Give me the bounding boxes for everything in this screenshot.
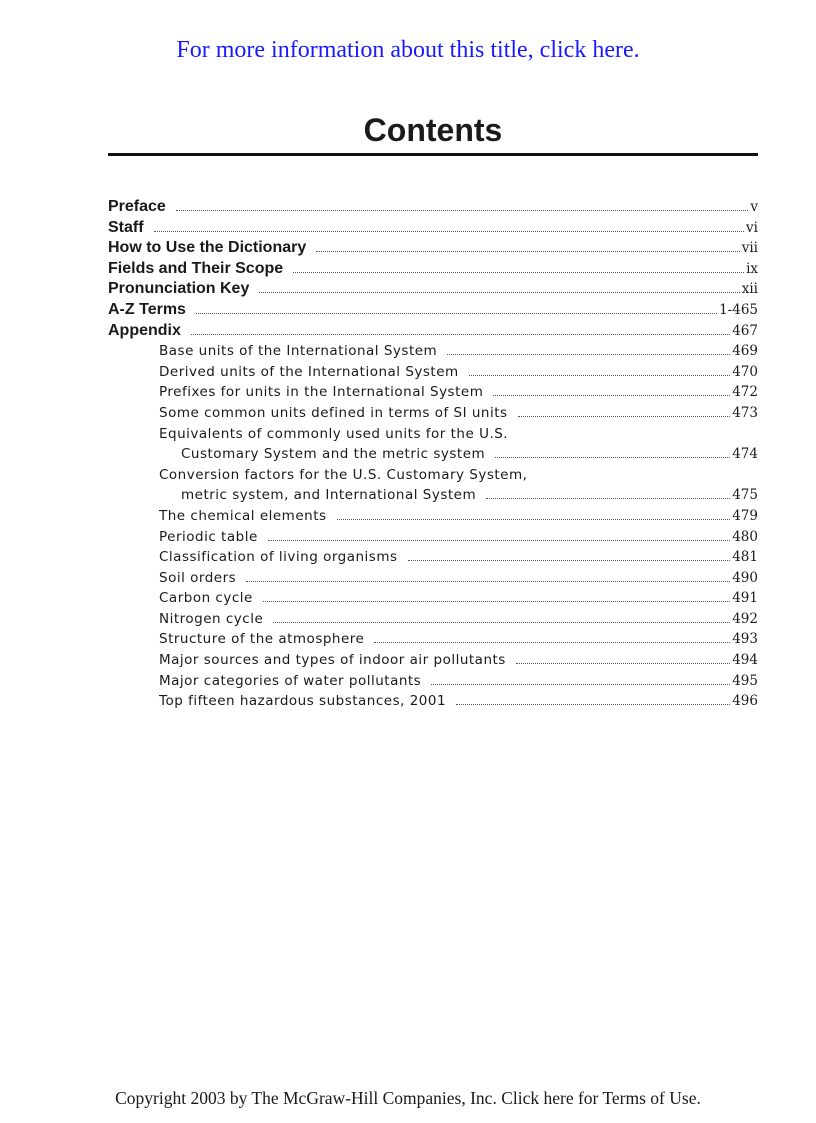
toc-subentry-common-units[interactable] [108, 403, 758, 424]
toc-subentry-page: 473 [732, 404, 758, 421]
toc-subentry-label: Periodic table [159, 528, 258, 545]
toc-subentry-label: Customary System and the metric system [181, 446, 486, 463]
dot-leader [337, 519, 731, 520]
toc-entry-label: Fields and Their Scope [108, 259, 284, 277]
toc-subentry-page: 494 [732, 652, 758, 669]
toc-subentry-classification[interactable] [108, 547, 758, 568]
toc-subentry-label: Structure of the atmosphere [159, 631, 365, 648]
toc-entry-label: How to Use the Dictionary [108, 239, 307, 257]
toc-subentry-label: Major categories of water pollutants [159, 672, 422, 689]
dot-leader [516, 663, 730, 664]
toc-subentry-page: 475 [732, 487, 758, 504]
toc-entry-page: ix [746, 260, 758, 277]
toc-subentry-label: Derived units of the International System [159, 363, 459, 380]
toc-subentry-water-pollutants[interactable] [108, 671, 758, 692]
dot-leader [431, 684, 730, 685]
toc-subentry-label: Carbon cycle [159, 590, 253, 607]
toc-subentry-periodic-table[interactable] [108, 527, 758, 548]
toc-subentry-conversion[interactable] [108, 485, 758, 506]
toc-subentry-label: Major sources and types of indoor air pollutants [159, 652, 506, 669]
toc-entry-page: xii [741, 281, 758, 298]
toc-entry-preface[interactable] [108, 197, 758, 218]
toc-subentry-equivalents[interactable] [108, 444, 758, 465]
toc-subentry-label: Soil orders [159, 569, 237, 586]
toc-entry-az-terms[interactable] [108, 300, 758, 321]
dot-leader [268, 540, 730, 541]
toc-subentry-label: Classification of living organisms [159, 549, 398, 566]
toc-subentry-page: 481 [732, 549, 758, 566]
toc-subentry-atmosphere[interactable] [108, 629, 758, 650]
toc-subentry-hazardous[interactable] [108, 691, 758, 712]
toc-entry-fields[interactable] [108, 259, 758, 280]
toc-subentry-equivalents-line1[interactable]: Equivalents of commonly used units for the U.S. [159, 425, 509, 442]
toc-subentry-label: Prefixes for units in the International System [159, 384, 484, 401]
dot-leader [456, 704, 730, 705]
toc-subentry-indoor-air[interactable] [108, 650, 758, 671]
toc-entry-how-to-use[interactable] [108, 238, 758, 259]
toc-subentry-soil-orders[interactable] [108, 568, 758, 589]
dot-leader [374, 642, 730, 643]
toc-entry-appendix[interactable] [108, 321, 758, 342]
toc-entry-page: vii [741, 240, 758, 257]
toc-subentry-label: Top fifteen hazardous substances, 2001 [159, 693, 447, 710]
toc-subentry-carbon-cycle[interactable] [108, 588, 758, 609]
toc-entry-page: 467 [732, 322, 758, 339]
toc-entry-label: Preface [108, 198, 166, 215]
toc-subentry-page: 474 [732, 446, 758, 463]
toc-subentry-label: Some common units defined in terms of SI units [159, 404, 508, 421]
toc-subentry-base-units[interactable] [108, 341, 758, 362]
toc-entry-pronunciation[interactable] [108, 279, 758, 300]
toc-subentry-page: 495 [732, 672, 758, 689]
toc-subentry-page: 493 [732, 631, 758, 648]
dot-leader [495, 457, 730, 458]
toc-subentry-label: metric system, and International System [181, 487, 477, 504]
toc-subentry-prefixes[interactable] [108, 382, 758, 403]
toc-entry-label: Appendix [108, 321, 181, 339]
dot-leader [316, 251, 739, 252]
dot-leader [486, 498, 730, 499]
toc-subentry-page: 469 [732, 343, 758, 360]
dot-leader [293, 272, 744, 273]
toc-subentry-label: Nitrogen cycle [159, 610, 264, 627]
toc-subentry-page: 490 [732, 569, 758, 586]
toc-entry-page: v [750, 199, 758, 215]
toc-entry-label: Staff [108, 218, 144, 236]
dot-leader [447, 354, 730, 355]
toc-entry-staff[interactable] [108, 218, 758, 239]
toc-entry-page: 1-465 [719, 301, 758, 318]
dot-leader [154, 231, 744, 232]
dot-leader [263, 601, 730, 602]
dot-leader [196, 313, 717, 314]
copyright-footer-link[interactable]: Copyright 2003 by The McGraw-Hill Companies, Inc. Click here for Terms of Use. [115, 1088, 701, 1108]
toc-entry-page: vi [746, 219, 758, 236]
toc-subentry-label: The chemical elements [159, 507, 327, 524]
more-info-link[interactable]: For more information about this title, click here. [176, 37, 640, 63]
toc-subentry-page: 492 [732, 610, 758, 627]
toc-subentry-chemical-elements[interactable] [108, 506, 758, 527]
title-rule [108, 153, 758, 156]
toc-subentry-derived-units[interactable] [108, 362, 758, 383]
toc-subentry-page: 496 [732, 693, 758, 710]
dot-leader [259, 292, 739, 293]
dot-leader [408, 560, 731, 561]
table-of-contents [108, 197, 758, 712]
dot-leader [493, 395, 730, 396]
toc-subentry-page: 479 [732, 507, 758, 524]
toc-subentry-page: 470 [732, 363, 758, 380]
toc-subentry-page: 480 [732, 528, 758, 545]
page-title: Contents [363, 112, 503, 148]
dot-leader [469, 375, 731, 376]
toc-subentry-page: 472 [732, 384, 758, 401]
toc-subentry-nitrogen-cycle[interactable] [108, 609, 758, 630]
toc-entry-label: A-Z Terms [108, 300, 186, 318]
dot-leader [273, 622, 730, 623]
toc-subentry-conversion-line1[interactable]: Conversion factors for the U.S. Customary System, [159, 466, 528, 483]
dot-leader [518, 416, 731, 417]
toc-subentry-label: Base units of the International System [159, 343, 438, 360]
toc-subentry-page: 491 [732, 590, 758, 607]
toc-entry-label: Pronunciation Key [108, 280, 250, 298]
dot-leader [191, 334, 730, 335]
dot-leader [246, 581, 730, 582]
dot-leader [176, 210, 749, 211]
